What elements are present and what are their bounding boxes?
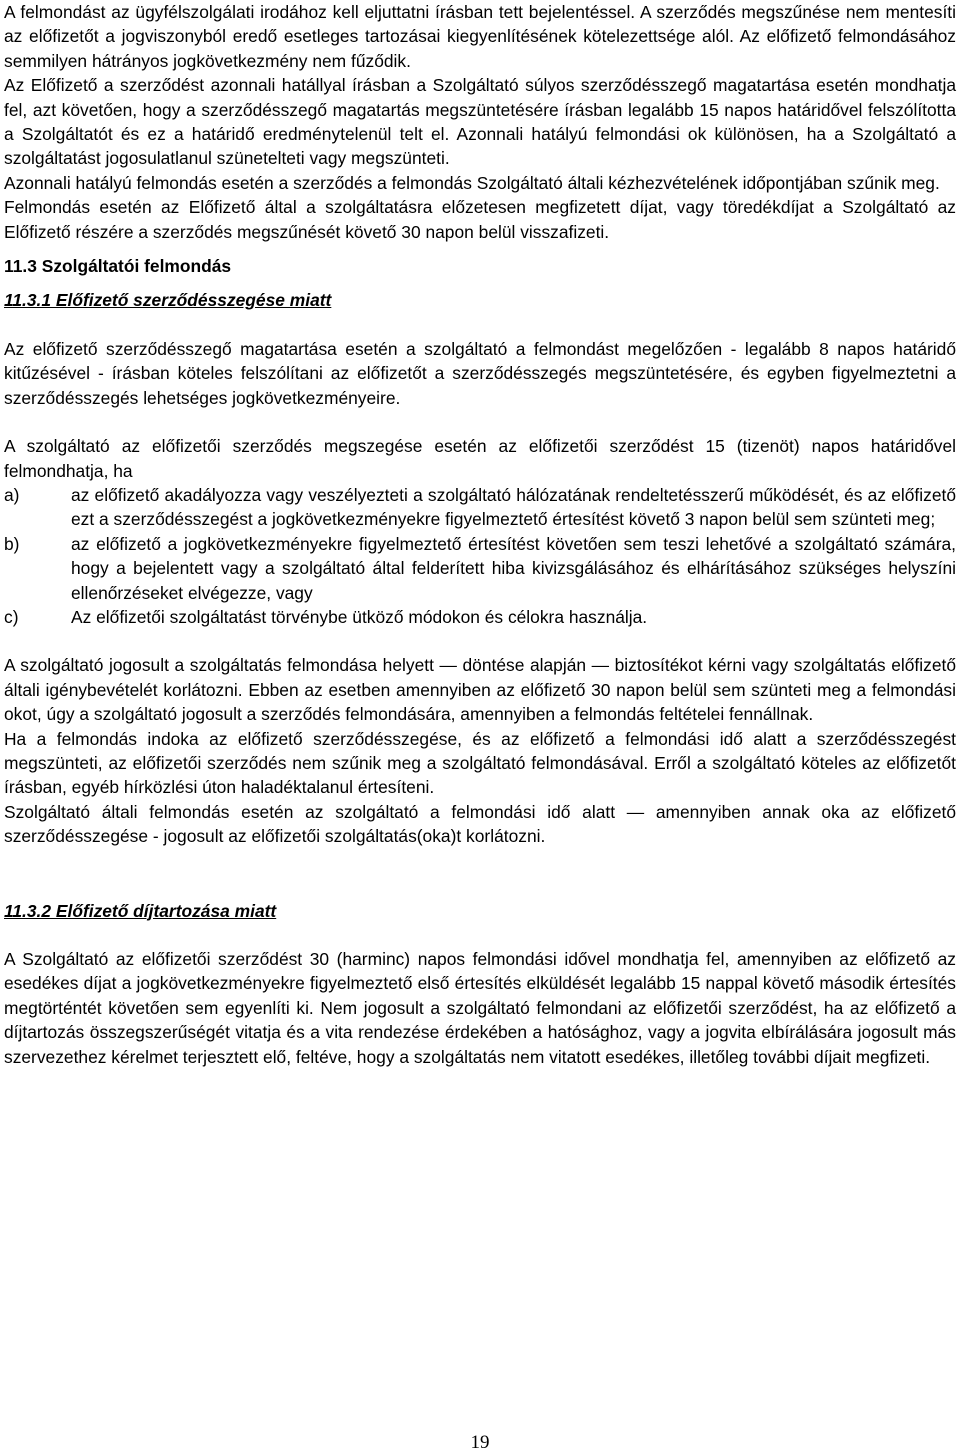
paragraph-breach-termination: A szolgáltató az előfizetői szerződés megszegése esetén az előfizetői szerződést 15 (tizenöt) napos határidővel felmondhatja, ha (4, 436, 956, 481)
page-number: 19 (470, 1432, 490, 1453)
section-heading-11-3: 11.3 Szolgáltatói felmondás (4, 256, 232, 277)
paragraph-termination-submission: A felmondást az ügyfélszolgálati irodához kell eljuttatni írásban tett bejelentéssel. A szerződés megszűnése nem mentesíti az előfizetőt a jogviszonyból eredő esetleges tartozásai kiegyenlítésének kötelezettsége alól. Az előfizető felmondásához semmilyen hátrányos jogkövetkezmény nem fűződik. (4, 2, 956, 71)
paragraph-security-deposit: A szolgáltató jogosult a szolgáltatás felmondása helyett — döntése alapján — biztosítékot kérni vagy szolgáltatás előfizető általi igénybevételét korlátozni. Ebben az esetben amennyiben az előfizető 30 napon belül sem szünteti meg a felmondási okot, úgy a szolgáltató jogosult a szerződés felmondására, amennyiben a felmondás feltételei fennállnak. (4, 655, 956, 725)
list-item (4, 605, 956, 629)
document-body (4, 0, 956, 1069)
list-marker: c) (4, 606, 19, 627)
paragraph-immediate-termination: Az Előfizető a szerződést azonnali hatállyal írásban a Szolgáltató súlyos szerződésszegő magatartása esetén mondhatja fel, azt követően, hogy a szerződésszegő magatartás megszüntetésére írásban legalább 15 napos határidővel felszólította a Szolgáltatót és ez a határidő eredménytelenül telt el. Azonnali hatályú felmondási ok különösen, ha a Szolgáltató a szolgáltatást jogosulatlanul szünetelteti vagy megszünteti. (4, 75, 956, 169)
list-item (4, 532, 956, 605)
list-item-text: az előfizető a jogkövetkezményekre figyelmeztető értesítést követően sem teszi lehetővé a szolgáltató számára, hogy a bejelentett vagy a szolgáltató által felderített hiba kivizsgálásához és elhárításához szükséges helyszíni ellenőrzéseket elvégezze, vagy (71, 533, 956, 603)
section-heading-11-3-1: 11.3.1 Előfizető szerződésszegése miatt (4, 290, 332, 311)
paragraph-breach-notice: Az előfizető szerződésszegő magatartása esetén a szolgáltató a felmondást megelőzően - legalább 8 napos határidő kitűzésével - írásban köteles felszólítani az előfizetőt a szerződésszegés megszüntetésére, és egyben figyelmeztetni a szerződésszegés lehetséges jogkövetkezményeire. (4, 338, 956, 408)
paragraph-service-restriction: Szolgáltató általi felmondás esetén az szolgáltató a felmondási idő alatt — amennyiben annak oka az előfizető szerződésszegése - jogosult az előfizetői szolgáltatás(oka)t korlátozni. (4, 801, 956, 847)
paragraph-debt-termination: A Szolgáltató az előfizetői szerződést 30 (harminc) napos felmondási idővel mondhatja fel, amennyiben az előfizető az esedékes díjat a jogkövetkezményekre figyelmeztető első értesítés elküldését legalább 15 nappal követő második értesítés megtörténtét követően sem egyenlíti ki. Nem jogosult a szolgáltató felmondani az előfizetői szerződést, ha az előfizető a díjtartozás összegszerűségét vitatja és a vita rendezése érdekében a hatósághoz, vagy a jogvita elbírálására jogosult más szervezethez kérelmet terjesztett elő, feltéve, hogy a szolgáltatás nem vitatott esedékes, illetőleg további díjait megfizeti. (4, 949, 956, 1067)
list-item-text: Az előfizetői szolgáltatást törvénybe ütköző módokon és célokra használja. (71, 606, 648, 627)
list-marker: a) (4, 484, 20, 505)
paragraph-breach-remedied: Ha a felmondás indoka az előfizető szerződésszegése, és az előfizető a felmondási idő alatt a szerződésszegést megszünteti, az előfizetői szerződés nem szűnik meg a szolgáltató felmondásával. Erről a szolgáltató köteles az előfizetőt írásban, egyéb hírközlési úton haladéktalanul értesíteni. (4, 728, 956, 798)
section-heading-11-3-2: 11.3.2 Előfizető díjtartozása miatt (4, 900, 277, 921)
list-item (4, 483, 956, 532)
list-marker: b) (4, 533, 20, 554)
list-item-text: az előfizető akadályozza vagy veszélyezteti a szolgáltató hálózatának rendeltetésszerű működését, és az előfizető ezt a szerződésszegést a jogkövetkezményekre figyelmeztető értesítést követő 3 napon belül sem szünteti meg; (71, 484, 956, 530)
paragraph-immediate-termination-effect: Azonnali hatályú felmondás esetén a szerződés a felmondás Szolgáltató általi kézhezvételének időpontjában szűnik meg. (4, 172, 940, 193)
paragraph-refund: Felmondás esetén az Előfizető által a szolgáltatásra előzetesen megfizetett díjat, vagy töredékdíjat a Szolgáltató az Előfizető részére a szerződés megszűnését követő 30 napon belül visszafizeti. (4, 197, 956, 242)
